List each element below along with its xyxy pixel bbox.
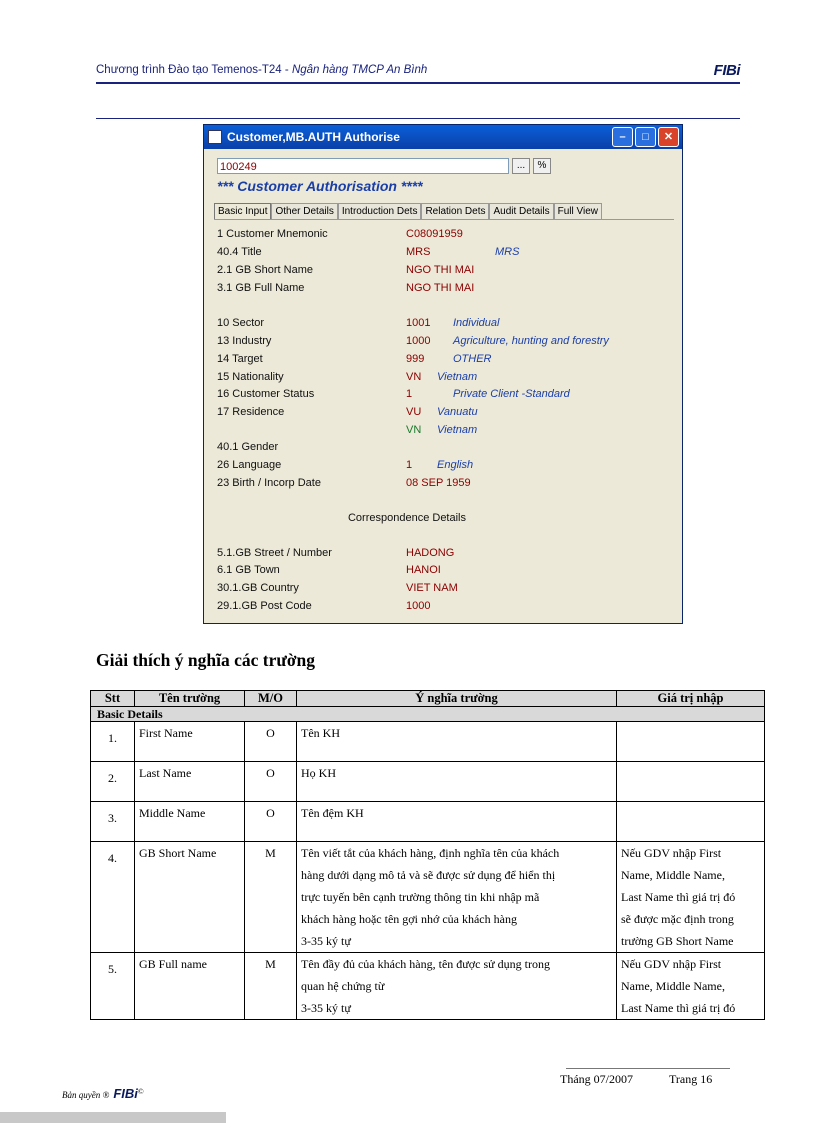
tab-basic-input[interactable]: Basic Input [214, 203, 271, 219]
footer-logo: FIBi [113, 1086, 138, 1101]
field-value[interactable]: 1001 [406, 317, 431, 329]
value-line: Name, Middle Name, [621, 979, 725, 993]
value-line: Name, Middle Name, [621, 868, 725, 882]
table-row [91, 722, 765, 762]
field-label: 6.1 GB Town [217, 564, 280, 576]
field-value[interactable]: VN [406, 424, 422, 436]
footer-page: Trang 16 [669, 1072, 713, 1086]
field-value[interactable]: VIET NAM [406, 582, 458, 594]
table-row [91, 842, 765, 953]
row-mo: M [245, 842, 297, 953]
field-enrichment: MRS [495, 246, 520, 258]
col-meaning: Ý nghĩa trường [297, 691, 617, 707]
field-label: 5.1.GB Street / Number [217, 547, 332, 559]
row-stt: 4. [91, 842, 135, 953]
record-id-input[interactable]: 100249 [217, 158, 509, 174]
row-input-value [617, 802, 765, 842]
field-label: 30.1.GB Country [217, 582, 299, 594]
tab-strip [214, 203, 602, 219]
row-field-name: First Name [135, 722, 245, 762]
field-enrichment: Agriculture, hunting and forestry [453, 335, 609, 347]
app-icon [208, 130, 222, 144]
minimize-icon[interactable]: – [612, 127, 633, 147]
header-rule [96, 82, 740, 84]
field-value[interactable]: VN [406, 371, 422, 383]
row-input-value [617, 722, 765, 762]
field-label: 1 Customer Mnemonic [217, 228, 328, 240]
field-label: 2.1 GB Short Name [217, 264, 313, 276]
tab-full-view[interactable]: Full View [554, 203, 602, 219]
row-input-value [617, 842, 765, 953]
row-stt: 5. [91, 953, 135, 1020]
field-value[interactable]: C08091959 [406, 228, 463, 240]
field-enrichment: Vietnam [437, 424, 478, 436]
row-stt: 1. [91, 722, 135, 762]
field-value[interactable]: 1 [406, 388, 413, 400]
field-enrichment: Private Client -Standard [453, 388, 570, 400]
col-stt: Stt [91, 691, 135, 707]
value-line: Nếu GDV nhập First [621, 846, 722, 860]
meaning-line: Họ KH [301, 766, 336, 780]
field-label: 40.1 Gender [217, 441, 279, 453]
row-input-value [617, 953, 765, 1020]
value-line: trường GB Short Name [621, 934, 734, 948]
field-value[interactable]: MRS [406, 246, 431, 258]
field-value[interactable]: 1 [406, 459, 413, 471]
field-value[interactable]: 1000 [406, 600, 431, 612]
tab-divider [214, 219, 674, 220]
window-titlebar [204, 125, 682, 149]
meaning-line: Tên đầy đủ của khách hàng, tên được sử dụng trong [301, 957, 550, 971]
field-label: 10 Sector [217, 317, 265, 329]
header-rule-thin [96, 118, 740, 119]
table-header-row [91, 691, 765, 707]
tab-audit-details[interactable]: Audit Details [489, 203, 553, 219]
meaning-line: trực tuyến bên cạnh trường thông tin khi nhập mã [301, 890, 540, 904]
meaning-line: Tên đệm KH [301, 806, 364, 820]
tab-other-details[interactable]: Other Details [271, 203, 337, 219]
field-enrichment: OTHER [453, 353, 492, 365]
row-stt: 2. [91, 762, 135, 802]
field-value[interactable]: NGO THI MAI [406, 264, 475, 276]
group-row [91, 707, 765, 722]
row-mo: M [245, 953, 297, 1020]
table-row [91, 953, 765, 1020]
meaning-line: 3-35 ký tự [301, 934, 351, 948]
field-value[interactable]: HADONG [406, 547, 455, 559]
field-label: 26 Language [217, 459, 282, 471]
maximize-icon[interactable]: □ [635, 127, 656, 147]
meaning-line: 3-35 ký tự [301, 1001, 351, 1015]
field-value[interactable]: HANOI [406, 564, 441, 576]
meaning-line: Tên KH [301, 726, 340, 740]
copyright: Bản quyền ® FIBi© [62, 1086, 144, 1101]
field-label: 15 Nationality [217, 371, 284, 383]
header-logo: FIBi [713, 62, 740, 79]
row-meaning [297, 762, 617, 802]
field-enrichment: Individual [453, 317, 500, 329]
copyright-mark: © [137, 1087, 144, 1096]
search-button[interactable]: ... [512, 158, 530, 174]
header-text: Chương trình Đào tạo Temenos-T24 - Ngân hàng TMCP An Bình [96, 64, 428, 76]
customer-auth-window [203, 124, 683, 624]
value-line: sẽ được mặc định trong [621, 912, 734, 926]
group-label: Basic Details [91, 707, 765, 722]
row-stt: 3. [91, 802, 135, 842]
footer-text [560, 1072, 712, 1087]
footer-rule [566, 1068, 730, 1069]
field-value[interactable]: 1000 [406, 335, 431, 347]
field-table [90, 690, 765, 1020]
field-label: 14 Target [217, 353, 263, 365]
row-mo: O [245, 762, 297, 802]
col-input-value: Giá trị nhập [617, 691, 765, 707]
field-value[interactable]: NGO THI MAI [406, 282, 475, 294]
value-line: Last Name thì giá trị đó [621, 890, 736, 904]
row-meaning [297, 802, 617, 842]
field-value[interactable]: VU [406, 406, 422, 418]
auth-title: *** Customer Authorisation **** [217, 178, 423, 194]
row-mo: O [245, 722, 297, 762]
field-value[interactable]: 999 [406, 353, 425, 365]
field-label: 23 Birth / Incorp Date [217, 477, 321, 489]
col-field-name: Tên trường [135, 691, 245, 707]
field-enrichment: Vietnam [437, 371, 478, 383]
meaning-line: khách hàng hoặc tên gợi nhớ của khách hàng [301, 912, 517, 926]
row-meaning [297, 842, 617, 953]
row-field-name: Middle Name [135, 802, 245, 842]
meaning-line: quan hệ chứng từ [301, 979, 385, 993]
field-label: 16 Customer Status [217, 388, 315, 400]
field-label: 17 Residence [217, 406, 285, 418]
header-bank: Ngân hàng TMCP An Bình [291, 64, 428, 76]
row-input-value [617, 762, 765, 802]
footer-date: Tháng 07/2007 [560, 1072, 633, 1086]
row-field-name: Last Name [135, 762, 245, 802]
row-field-name: GB Full name [135, 953, 245, 1020]
tab-introduction-dets[interactable]: Introduction Dets [338, 203, 422, 219]
window-title: Customer,MB.AUTH Authorise [227, 130, 400, 144]
field-label: 29.1.GB Post Code [217, 600, 312, 612]
col-mo: M/O [245, 691, 297, 707]
meaning-line: Tên viết tắt của khách hàng, định nghĩa tên của khách [301, 846, 560, 860]
field-enrichment: English [437, 459, 474, 471]
row-meaning [297, 722, 617, 762]
table-row [91, 802, 765, 842]
row-field-name: GB Short Name [135, 842, 245, 953]
row-mo: O [245, 802, 297, 842]
field-label: 3.1 GB Full Name [217, 282, 305, 294]
field-label: 40.4 Title [217, 246, 262, 258]
meaning-line: hàng dưới dạng mô tả và sẽ được sử dụng để hiển thị [301, 868, 556, 882]
page-header [96, 62, 740, 82]
table-row [91, 762, 765, 802]
tab-relation-dets[interactable]: Relation Dets [421, 203, 489, 219]
section-title: Giải thích ý nghĩa các trường [96, 650, 316, 670]
correspondence-title: Correspondence Details [347, 512, 466, 524]
field-enrichment: Vanuatu [437, 406, 478, 418]
percent-icon[interactable]: % [533, 158, 551, 174]
close-icon[interactable]: ✕ [658, 127, 679, 147]
row-meaning [297, 953, 617, 1020]
scrollbar-strip [0, 1112, 226, 1123]
value-line: Nếu GDV nhập First [621, 957, 722, 971]
field-label: 13 Industry [217, 335, 272, 347]
value-line: Last Name thì giá trị đó [621, 1001, 736, 1015]
field-value[interactable]: 08 SEP 1959 [406, 477, 471, 489]
